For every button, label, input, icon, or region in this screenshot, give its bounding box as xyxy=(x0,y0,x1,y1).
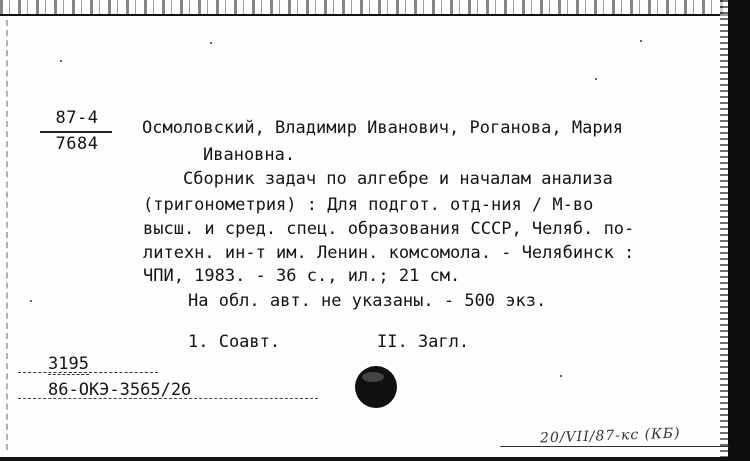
card-left-edge xyxy=(6,20,10,450)
accession-number: 86-ОКЭ-3565/26 xyxy=(48,380,192,400)
title-line: Сборник задач по алгебре и началам анализа xyxy=(183,169,613,189)
speck xyxy=(560,375,562,377)
card-top-border xyxy=(0,14,740,16)
speck xyxy=(640,40,642,42)
tracing-coauthor: 1. Соавт. xyxy=(188,332,281,352)
speck xyxy=(210,42,212,44)
note-line: На обл. авт. не указаны. - 500 экз. xyxy=(188,291,547,311)
card-right-edge xyxy=(728,0,750,461)
card-right-edge-texture xyxy=(720,0,728,461)
speck xyxy=(595,78,597,80)
publisher-line: высш. и сред. спец. образования СССР, Челяб. по- xyxy=(143,219,635,239)
author-line: Осмоловский, Владимир Иванович, Роганова, Мария xyxy=(142,118,624,138)
call-number-divider xyxy=(40,131,112,133)
publisher-line-continued: литехн. ин-т им. Ленин. комсомола. - Челябинск : xyxy=(143,243,635,263)
handwritten-note: 20/VII/87-кс (КБ) xyxy=(539,425,681,447)
call-number-bottom: 7684 xyxy=(55,134,99,154)
tracing-title: II. Загл. xyxy=(377,332,470,352)
author-line-continued: Ивановна. xyxy=(203,145,296,165)
card-bottom-border xyxy=(0,457,728,461)
title-line-continued: (тригонометрия) : Для подгот. отд-ния / М-во xyxy=(143,195,594,215)
punch-hole-highlight xyxy=(362,372,384,382)
handwritten-underline xyxy=(500,446,730,447)
call-number-top: 87-4 xyxy=(55,108,99,128)
speck xyxy=(30,300,32,302)
imprint-line: ЧПИ, 1983. - 36 с., ил.; 21 см. xyxy=(143,266,461,286)
inventory-number: 3195 xyxy=(48,354,89,374)
speck xyxy=(60,60,62,62)
